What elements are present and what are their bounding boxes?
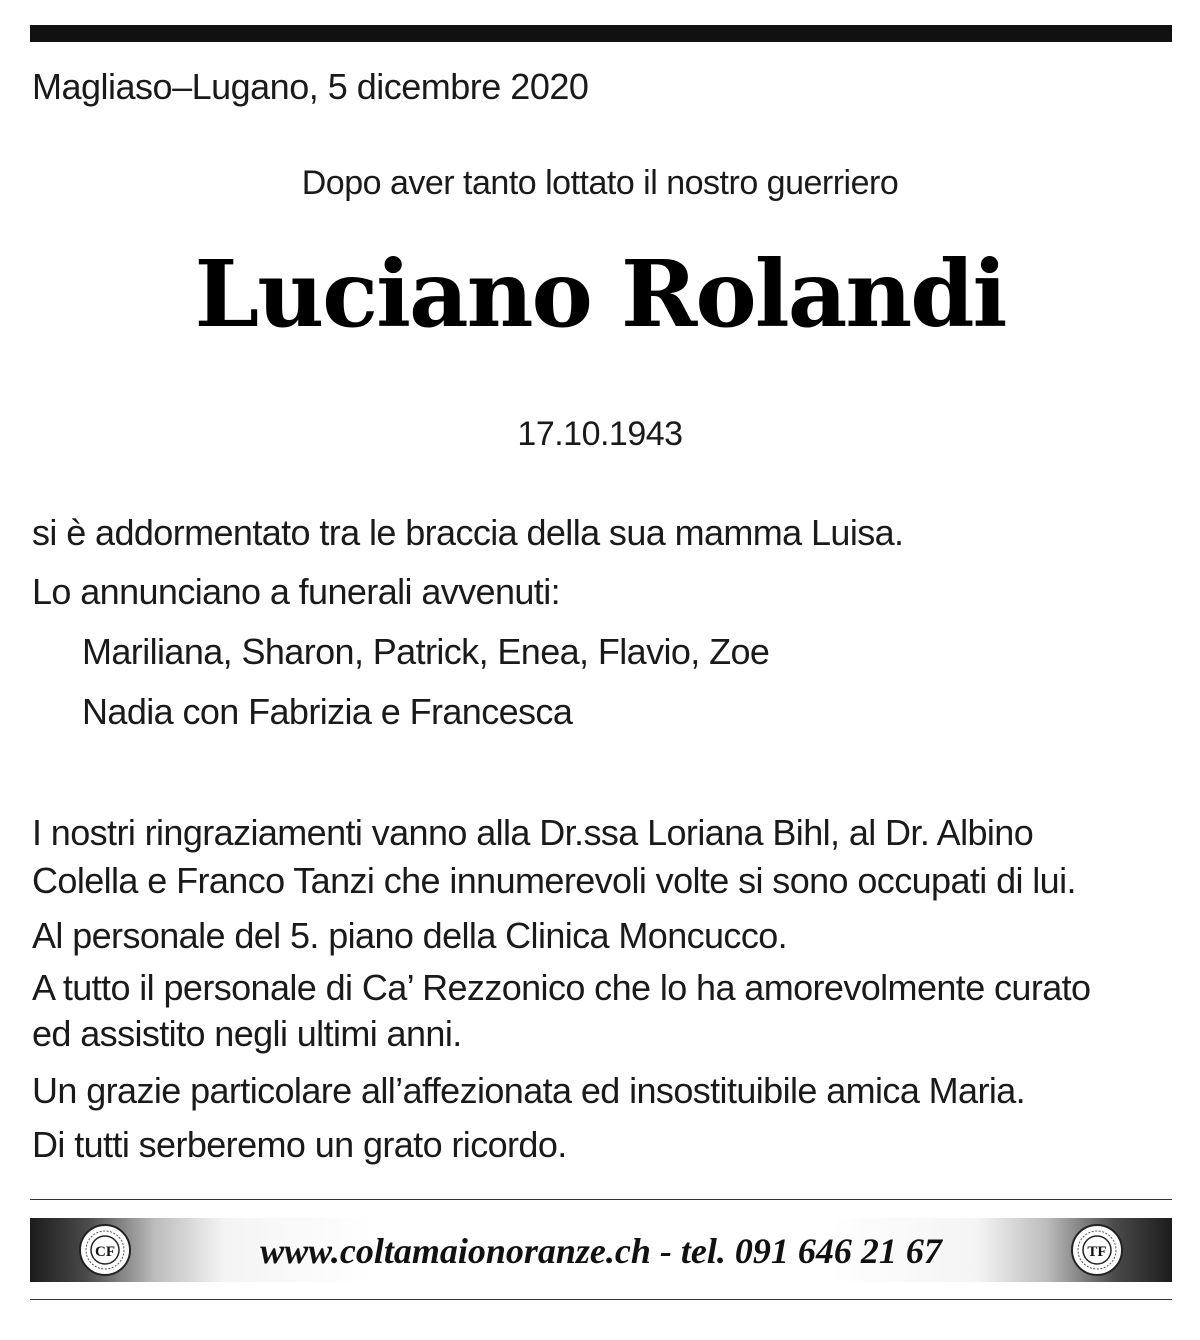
footer-band <box>30 1218 1172 1282</box>
thanks-line: Al personale del 5. piano della Clinica Moncucco. <box>32 915 788 956</box>
top-rule <box>30 25 1172 42</box>
birth-date: 17.10.1943 <box>517 415 683 453</box>
family-line: Mariliana, Sharon, Patrick, Enea, Flavio, Zoe <box>82 631 770 672</box>
footer-top-rule <box>30 1199 1172 1200</box>
body-line: Lo annunciano a funerali avvenuti: <box>32 571 561 612</box>
body-line: si è addormentato tra le braccia della sua mamma Luisa. <box>32 512 904 553</box>
deceased-name: Luciano Rolandi <box>194 240 1006 348</box>
footer-bottom-rule <box>30 1299 1172 1300</box>
thanks-line: I nostri ringraziamenti vanno alla Dr.ssa Loriana Bihl, al Dr. Albino <box>32 812 1034 853</box>
thanks-line: A tutto il personale di Ca’ Rezzonico che lo ha amorevolmente curato <box>32 967 1091 1008</box>
intro-text: Dopo aver tanto lottato il nostro guerriero <box>301 164 899 202</box>
thanks-line: Un grazie particolare all’affezionata ed insostituibile amica Maria. <box>32 1070 1026 1111</box>
thanks-line: Di tutti serberemo un grato ricordo. <box>32 1124 567 1165</box>
thanks-line: Colella e Franco Tanzi che innumerevoli volte si sono occupati di lui. <box>32 860 1076 901</box>
seal-letters: CF <box>95 1244 115 1260</box>
seal-letters: TF <box>1087 1244 1107 1260</box>
place-date: Magliaso–Lugano, 5 dicembre 2020 <box>32 66 589 107</box>
footer-contact: www.coltamaionoranze.ch - tel. 091 646 21 67 <box>260 1231 942 1271</box>
funeral-home-seal-icon <box>1070 1223 1124 1277</box>
thanks-line: ed assistito negli ultimi anni. <box>32 1013 462 1054</box>
family-line: Nadia con Fabrizia e Francesca <box>82 691 573 732</box>
